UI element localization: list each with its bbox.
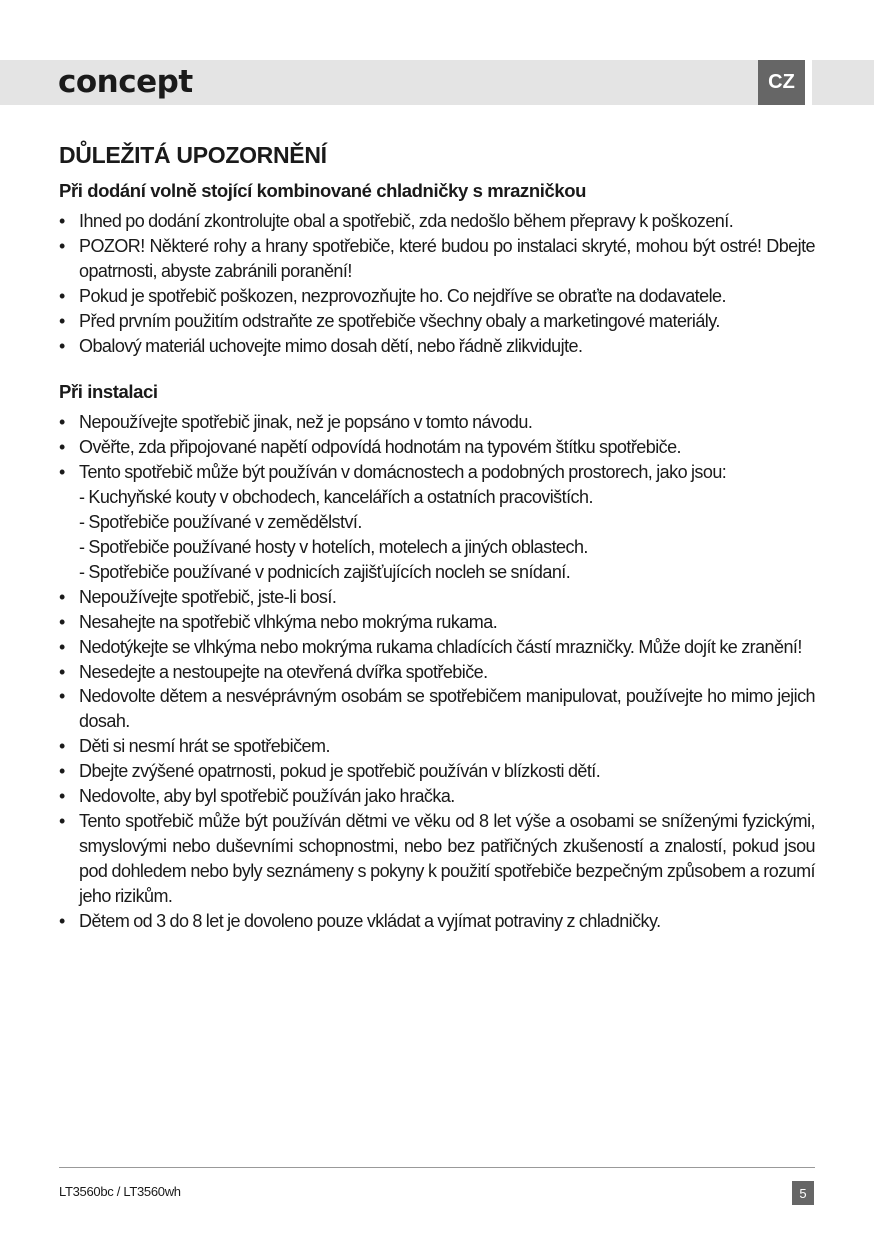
installation-list: [59, 410, 815, 933]
document-body: [59, 142, 815, 933]
list-item: • Děti si nesmí hrát se spotřebičem.: [59, 734, 815, 759]
list-item: • Nesedejte a nestoupejte na otevřená dvířka spotřebiče.: [59, 660, 815, 685]
list-item: • Obalový materiál uchovejte mimo dosah dětí, nebo řádně zlikvidujte.: [59, 334, 815, 359]
list-item-text: Tento spotřebič může být používán v domácnostech a podobných prostorech, jako jsou:: [79, 462, 727, 483]
list-item: • Nepoužívejte spotřebič jinak, než je popsáno v tomto návodu.: [59, 410, 815, 435]
list-item: • Před prvním použitím odstraňte ze spotřebiče všechny obaly a marketingové materiály.: [59, 309, 815, 334]
header-bar-right: [812, 60, 874, 105]
list-item: • Nedovolte dětem a nesvéprávným osobám se spotřebičem manipulovat, používejte ho mimo jejich dosah.: [59, 684, 815, 734]
section-heading-installation: Při instalaci: [59, 381, 158, 403]
sub-item: - Spotřebiče používané v podnicích zajišťujících nocleh se snídaní.: [79, 561, 571, 582]
footer-divider: [59, 1167, 815, 1168]
list-item: • Nedotýkejte se vlhkýma nebo mokrýma rukama chladících částí mrazničky. Může dojít ke zranění!: [59, 635, 815, 660]
list-item: • Nepoužívejte spotřebič, jste-li bosí.: [59, 585, 815, 610]
list-item: • Dbejte zvýšené opatrnosti, pokud je spotřebič používán v blízkosti dětí.: [59, 759, 815, 784]
list-item: • Nedovolte, aby byl spotřebič používán jako hračka.: [59, 784, 815, 809]
list-item: • Nesahejte na spotřebič vlhkýma nebo mokrýma rukama.: [59, 610, 815, 635]
page-number: 5: [792, 1181, 814, 1205]
list-item: • Dětem od 3 do 8 let je dovoleno pouze vkládat a vyjímat potraviny z chladničky.: [59, 909, 815, 934]
sub-item: - Kuchyňské kouty v obchodech, kancelářích a ostatních pracovištích.: [79, 487, 593, 508]
section-heading-delivery: Při dodání volně stojící kombinované chladničky s mrazničkou: [59, 180, 587, 201]
list-item: • Pokud je spotřebič poškozen, nezprovozňujte ho. Co nejdříve se obraťte na dodavatele.: [59, 284, 815, 309]
list-item: [59, 460, 815, 585]
brand-logo: concept: [58, 64, 193, 100]
list-item: • Tento spotřebič může být používán dětmi ve věku od 8 let výše a osobami se sníženými fyzickými, smyslovými nebo duševními schopnostmi, nebo bez patřičných zkušeností a znalostí, pokud jsou pod dohledem nebo byly seznámeny s pokyny k použití spotřebiče bezpečným způsobem a rozumí jeho rizikům.: [59, 809, 815, 909]
footer-model: LT3560bc / LT3560wh: [59, 1184, 181, 1199]
list-item: • Ihned po dodání zkontrolujte obal a spotřebič, zda nedošlo během přepravy k poškození.: [59, 209, 815, 234]
sub-item: - Spotřebiče používané hosty v hotelích, motelech a jiných oblastech.: [79, 536, 588, 557]
page-title: DŮLEŽITÁ UPOZORNĚNÍ: [59, 142, 327, 168]
list-item: • POZOR! Některé rohy a hrany spotřebiče, které budou po instalaci skryté, mohou být ostré! Dbejte opatrnosti, abyste zabránili poranění!: [59, 234, 815, 284]
list-item: • Ověřte, zda připojované napětí odpovídá hodnotám na typovém štítku spotřebiče.: [59, 435, 815, 460]
sub-item: - Spotřebiče používané v zemědělství.: [79, 512, 362, 533]
delivery-list: [59, 209, 815, 358]
language-badge: CZ: [758, 60, 805, 105]
